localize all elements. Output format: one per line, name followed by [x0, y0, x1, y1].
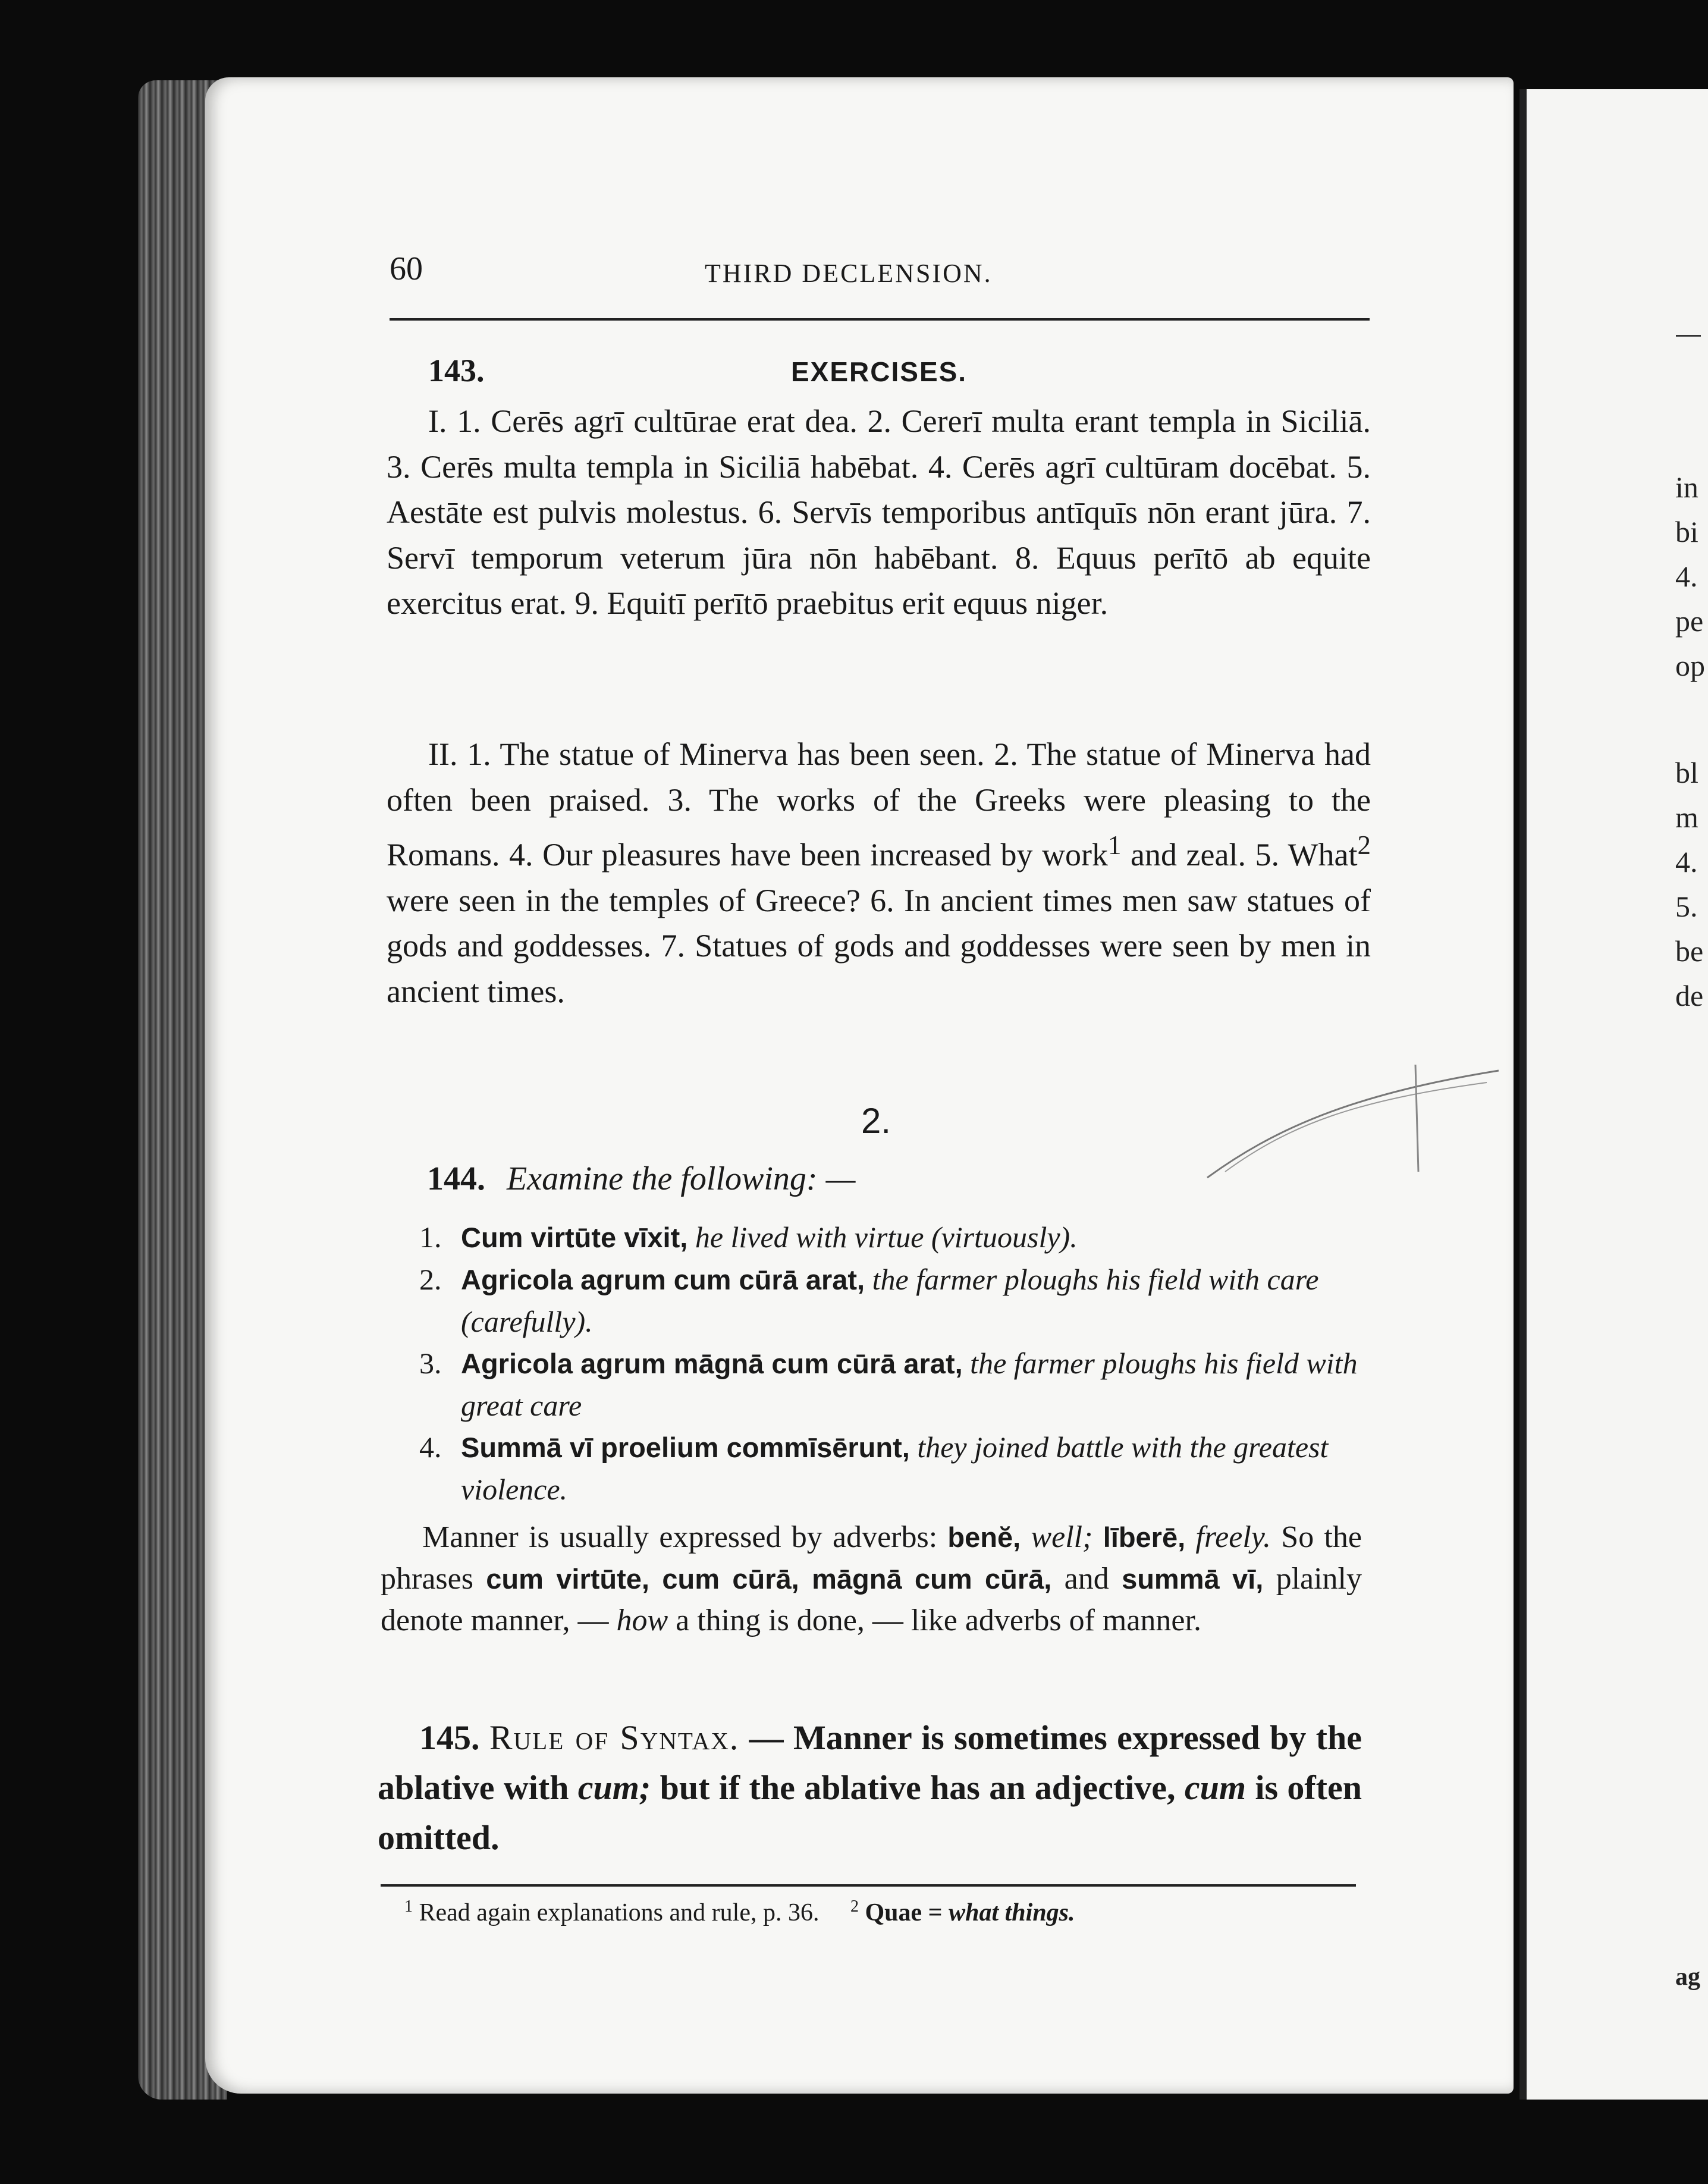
section-title: Examine the following: —	[507, 1160, 856, 1197]
emphasis: how	[616, 1604, 668, 1637]
footnote-marker: 1	[404, 1897, 413, 1916]
latin-phrase: summā vī,	[1122, 1563, 1264, 1595]
right-page-fragment: de	[1675, 979, 1704, 1012]
text-run: — Manner is sometimes expressed by the ablative with	[378, 1718, 1362, 1807]
book-page-right	[1519, 89, 1708, 2100]
item-number: 4.	[419, 1430, 442, 1464]
manner-paragraph	[381, 1517, 1362, 1642]
header-rule	[390, 318, 1370, 321]
right-page-fragment: m	[1675, 801, 1698, 834]
section-number: 145.	[419, 1718, 480, 1757]
list-item	[419, 1342, 1365, 1426]
item-number: 2.	[419, 1263, 442, 1296]
text-run: So the phrases	[381, 1520, 1362, 1596]
english-translation: the farmer ploughs his field with great care	[461, 1347, 1358, 1422]
section-title: EXERCISES.	[791, 356, 968, 387]
text-run: is often omitted.	[378, 1768, 1362, 1857]
rule-paragraph	[378, 1713, 1362, 1863]
exercise-part-1	[387, 398, 1371, 626]
item-number: 3.	[419, 1347, 442, 1380]
list-item	[419, 1259, 1365, 1342]
exercise-part-1-text: I. 1. Cerēs agrī cultūrae erat dea. 2. Cererī multa erant templa in Siciliā. 3. Cerēs multa templa in Siciliā habēbat. 4. Cerēs agrī cultūram docēbat. 5. Aestāte est pulvis molestus. 6. Servīs temporibus antīquīs nōn erant jūra. 7. Servī temporum veterum jūra nōn habēbant. 8. Equus perītō ab equite exercitus erat. 9. Equitī perītō praebitus erit equus niger.	[387, 403, 1371, 621]
section-144-heading	[427, 1160, 855, 1198]
text-run: were seen in the temples of Greece? 6. In ancient times men saw statues of gods and goddesses. 7. Statues of gods and goddesses were seen by men in ancient times.	[387, 882, 1371, 1009]
running-head: THIRD DECLENSION.	[705, 259, 993, 288]
english-translation: they joined battle with the greatest violence.	[461, 1430, 1329, 1506]
exercise-part-2-text	[387, 732, 1371, 1014]
right-page-rule	[1676, 335, 1701, 337]
exercise-part-2	[387, 732, 1371, 1014]
english-translation: he lived with virtue (virtuously).	[687, 1220, 1078, 1254]
right-page-fragment: op	[1675, 649, 1705, 682]
footnote-rule	[381, 1884, 1356, 1887]
footnote-gloss: what things.	[949, 1899, 1075, 1926]
latin-word: cum	[1184, 1768, 1246, 1807]
footnote-marker: 2	[850, 1897, 859, 1916]
pencil-scribble-icon	[1201, 1059, 1511, 1190]
footnotes	[404, 1897, 1075, 1927]
manner-explanation	[381, 1517, 1362, 1642]
right-page-fragment: ag	[1675, 1963, 1700, 1991]
item-number: 1.	[419, 1220, 442, 1254]
page-number: 60	[390, 250, 423, 287]
footnote-ref: 1	[1107, 830, 1122, 860]
section-number: 143.	[428, 353, 485, 388]
right-page-fragment: 4.	[1675, 560, 1698, 593]
english-gloss: freely.	[1185, 1520, 1271, 1554]
right-page-fragment: bl	[1675, 756, 1698, 789]
english-gloss: well;	[1021, 1520, 1103, 1554]
rule-label: Rule of Syntax.	[489, 1718, 740, 1757]
latin-word: cum;	[577, 1768, 651, 1807]
latin-word: benĕ,	[947, 1521, 1021, 1553]
text-run: II. 1. The statue of Minerva has been seen. 2. The statue of Minerva had often been praised. 3. The works of the Greeks were pleasing to the Romans. 4. Our pleasures have been increased by work	[387, 736, 1371, 873]
list-item	[419, 1216, 1365, 1259]
pencil-annotation: 2.	[861, 1101, 891, 1141]
text-run: Manner is usually expressed by adverbs:	[422, 1520, 948, 1554]
text-run: and	[1051, 1562, 1122, 1596]
footnote-ref: 2	[1357, 830, 1371, 860]
text-run: and zeal. 5. What	[1121, 837, 1358, 873]
example-list	[419, 1216, 1365, 1510]
list-item	[419, 1426, 1365, 1510]
right-page-fragment: be	[1675, 934, 1704, 968]
latin-phrase: Agricola agrum cum cūrā arat,	[461, 1264, 865, 1295]
text-run: plainly denote manner, —	[381, 1562, 1362, 1637]
rule-of-syntax	[378, 1713, 1362, 1863]
latin-phrase: Summā vī proelium commīsērunt,	[461, 1432, 910, 1463]
right-page-fragment: in	[1675, 470, 1698, 504]
right-page-fragment: 5.	[1675, 890, 1698, 923]
text-run: but if the ablative has an adjective,	[651, 1768, 1185, 1807]
latin-phrase: Cum virtūte vīxit,	[461, 1222, 688, 1253]
latin-phrases: cum virtūte, cum cūrā, māgnā cum cūrā,	[486, 1563, 1052, 1595]
text-run: a thing is done, — like adverbs of manner.	[668, 1604, 1201, 1637]
footnote-text: Quae =	[858, 1899, 949, 1926]
english-translation: the farmer ploughs his field with care (carefully).	[461, 1263, 1319, 1338]
latin-phrase: Agricola agrum māgnā cum cūrā arat,	[461, 1348, 963, 1379]
latin-word: līberē,	[1103, 1521, 1186, 1553]
footnote-text: Read again explanations and rule, p. 36.	[413, 1899, 820, 1926]
right-page-fragment: 4.	[1675, 845, 1698, 878]
right-page-fragment: pe	[1675, 604, 1704, 638]
right-page-fragment: bi	[1675, 515, 1698, 548]
page-header	[390, 250, 1368, 297]
section-143-heading	[428, 352, 1368, 394]
section-number: 144.	[427, 1160, 485, 1197]
